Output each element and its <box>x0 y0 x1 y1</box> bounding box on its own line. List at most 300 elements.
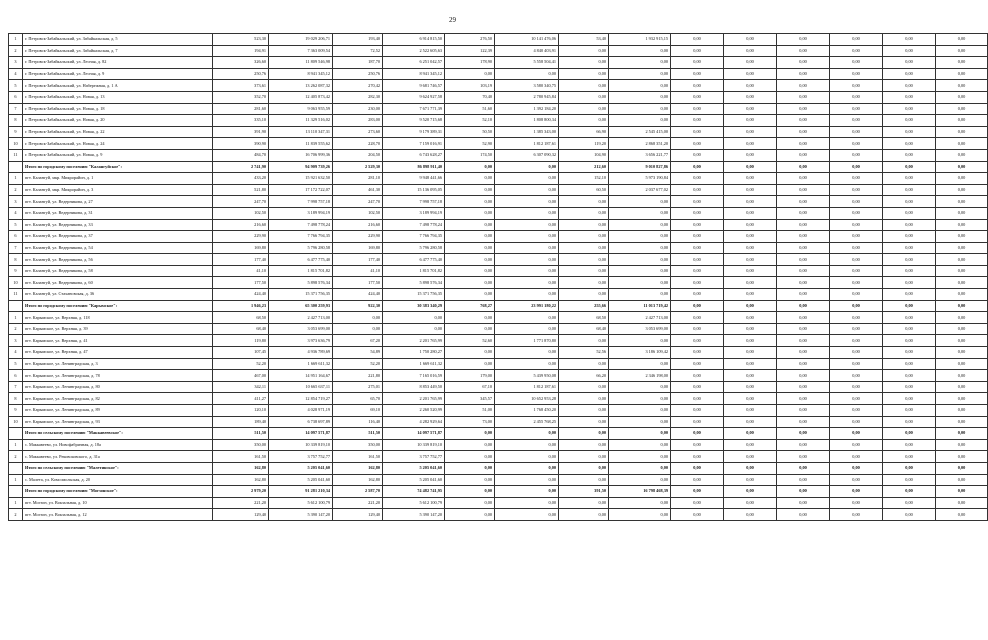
zero-cell: 0,00 <box>724 486 777 498</box>
value-cell: 11 013 719,42 <box>609 300 671 312</box>
zero-cell: 0,00 <box>936 219 988 231</box>
value-cell: 0,00 <box>559 80 609 92</box>
row-index: 6 <box>9 231 23 243</box>
zero-cell: 0,00 <box>777 439 830 451</box>
table-row <box>9 34 988 46</box>
value-cell: 0,00 <box>559 254 609 266</box>
value-cell: 228,70 <box>333 138 383 150</box>
row-index: 9 <box>9 265 23 277</box>
zero-cell: 0,00 <box>671 68 724 80</box>
zero-cell: 0,00 <box>724 115 777 127</box>
value-cell: 8 853 449,50 <box>383 381 445 393</box>
value-cell: 16 798 468,39 <box>609 486 671 498</box>
value-cell: 0,00 <box>445 265 495 277</box>
value-cell: 511,50 <box>333 428 383 440</box>
value-cell: 0,00 <box>609 416 671 428</box>
zero-cell: 0,00 <box>883 149 936 161</box>
value-cell: 1 815 701,82 <box>269 265 333 277</box>
value-cell: 86 898 911,40 <box>383 161 445 173</box>
value-cell: 1 808 800,34 <box>495 115 559 127</box>
address-cell: пгт. Калангуй, ул. Ведерникова, д. 58 <box>23 265 213 277</box>
value-cell: 433,20 <box>213 173 269 185</box>
zero-cell: 0,00 <box>671 277 724 289</box>
zero-cell: 0,00 <box>830 34 883 46</box>
address-cell: пгт. Карымское, ул. Верхняя, д. 41 <box>23 335 213 347</box>
row-index: 3 <box>9 196 23 208</box>
value-cell: 68,50 <box>213 312 269 324</box>
value-cell: 275,01 <box>333 381 383 393</box>
value-cell: 0,00 <box>495 68 559 80</box>
value-cell: 0,00 <box>609 231 671 243</box>
zero-cell: 0,00 <box>830 416 883 428</box>
value-cell: 67,10 <box>445 381 495 393</box>
value-cell: 0,00 <box>559 242 609 254</box>
value-cell: 102,50 <box>333 207 383 219</box>
table-row <box>9 265 988 277</box>
zero-cell: 0,00 <box>936 474 988 486</box>
value-cell: 0,00 <box>609 45 671 57</box>
value-cell: 2 780 945,84 <box>495 91 559 103</box>
zero-cell: 0,00 <box>777 57 830 69</box>
zero-cell: 0,00 <box>883 242 936 254</box>
row-index <box>9 300 23 312</box>
value-cell: 0,00 <box>495 439 559 451</box>
zero-cell: 0,00 <box>830 370 883 382</box>
value-cell: 0,00 <box>609 451 671 463</box>
zero-cell: 0,00 <box>777 34 830 46</box>
row-index: 2 <box>9 323 23 335</box>
value-cell: 0,00 <box>333 323 383 335</box>
value-cell: 2 587,70 <box>333 486 383 498</box>
value-cell: 511,50 <box>213 428 269 440</box>
value-cell: 0,00 <box>495 184 559 196</box>
zero-cell: 0,00 <box>830 103 883 115</box>
zero-cell: 0,00 <box>883 231 936 243</box>
value-cell: 68,40 <box>559 323 609 335</box>
value-cell: 14 097 571,87 <box>383 428 445 440</box>
zero-cell: 0,00 <box>936 335 988 347</box>
value-cell: 0,00 <box>609 196 671 208</box>
value-cell: 0,00 <box>609 462 671 474</box>
value-cell: 4 840 403,91 <box>495 45 559 57</box>
value-cell: 189,40 <box>213 416 269 428</box>
value-cell: 162,80 <box>213 462 269 474</box>
address-cell: г. Петровск-Забайкальский, ул. Новая, д. 22 <box>23 126 213 138</box>
value-cell: 177,50 <box>333 277 383 289</box>
value-cell: 0,00 <box>495 173 559 185</box>
value-cell: 411,27 <box>213 393 269 405</box>
value-cell: 15 371 756,35 <box>383 289 445 301</box>
value-cell: 116,40 <box>333 416 383 428</box>
zero-cell: 0,00 <box>883 138 936 150</box>
value-cell: 2 201 765,99 <box>383 335 445 347</box>
address-cell: пгт. Карымское, ул. Ленинградская, д. 89 <box>23 405 213 417</box>
value-cell: 30 383 340,29 <box>383 300 445 312</box>
address-cell: пгт. Карымское, ул. Верхняя, д. 47 <box>23 347 213 359</box>
row-index: 9 <box>9 405 23 417</box>
value-cell: 2 522 605,63 <box>383 45 445 57</box>
value-cell: 6 477 775,40 <box>383 254 445 266</box>
zero-cell: 0,00 <box>724 393 777 405</box>
zero-cell: 0,00 <box>936 462 988 474</box>
zero-cell: 0,00 <box>936 126 988 138</box>
value-cell: 216,60 <box>333 219 383 231</box>
zero-cell: 0,00 <box>777 184 830 196</box>
zero-cell: 0,00 <box>724 347 777 359</box>
zero-cell: 0,00 <box>936 289 988 301</box>
value-cell: 5 205 041,60 <box>383 474 445 486</box>
value-cell: 103,19 <box>445 80 495 92</box>
table-row <box>9 173 988 185</box>
address-cell: с. Малета, ул. Комсомольская, д. 20 <box>23 474 213 486</box>
value-cell: 53,40 <box>559 34 609 46</box>
zero-cell: 0,00 <box>830 126 883 138</box>
value-cell: 0,00 <box>609 242 671 254</box>
value-cell: 230,00 <box>333 103 383 115</box>
zero-cell: 0,00 <box>883 312 936 324</box>
value-cell: 0,00 <box>445 347 495 359</box>
value-cell: 4 936 789,69 <box>269 347 333 359</box>
value-cell: 0,00 <box>609 474 671 486</box>
zero-cell: 0,00 <box>777 254 830 266</box>
zero-cell: 0,00 <box>936 242 988 254</box>
zero-cell: 0,00 <box>777 80 830 92</box>
value-cell: 9 010 827,86 <box>609 161 671 173</box>
row-index <box>9 428 23 440</box>
value-cell: 0,00 <box>495 254 559 266</box>
zero-cell: 0,00 <box>777 277 830 289</box>
value-cell: 276,50 <box>445 34 495 46</box>
zero-cell: 0,00 <box>777 242 830 254</box>
value-cell: 0,00 <box>445 242 495 254</box>
value-cell: 119,20 <box>559 138 609 150</box>
table-row <box>9 289 988 301</box>
row-index: 2 <box>9 451 23 463</box>
row-index: 4 <box>9 207 23 219</box>
value-cell: 9 063 955,59 <box>269 103 333 115</box>
zero-cell: 0,00 <box>777 173 830 185</box>
address-cell: пгт. Могзон, ул. Вокзальная, д. 12 <box>23 509 213 521</box>
value-cell: 0,00 <box>495 474 559 486</box>
zero-cell: 0,00 <box>936 370 988 382</box>
value-cell: 5 205 041,60 <box>269 474 333 486</box>
subtotal-label: Итого по сельскому поселению "Маккавеевское": <box>23 428 213 440</box>
address-cell: пгт. Калангуй, ул. Ведерникова, д. 56 <box>23 254 213 266</box>
zero-cell: 0,00 <box>883 91 936 103</box>
value-cell: 0,00 <box>495 358 559 370</box>
value-cell: 0,00 <box>609 381 671 393</box>
table-row <box>9 474 988 486</box>
zero-cell: 0,00 <box>671 393 724 405</box>
zero-cell: 0,00 <box>883 207 936 219</box>
value-cell: 2 427 713,00 <box>269 312 333 324</box>
row-index: 2 <box>9 509 23 521</box>
value-cell: 247,70 <box>213 196 269 208</box>
zero-cell: 0,00 <box>724 219 777 231</box>
value-cell: 9 520 715,68 <box>383 115 445 127</box>
address-cell: г. Петровск-Забайкальский, ул. Лесная, д. 9 <box>23 68 213 80</box>
value-cell: 7 159 016,91 <box>383 138 445 150</box>
value-cell: 7 671 771,39 <box>383 103 445 115</box>
zero-cell: 0,00 <box>724 126 777 138</box>
zero-cell: 0,00 <box>936 231 988 243</box>
row-index: 5 <box>9 219 23 231</box>
zero-cell: 0,00 <box>671 439 724 451</box>
row-index: 1 <box>9 474 23 486</box>
value-cell: 120,10 <box>213 405 269 417</box>
value-cell: 212,60 <box>559 161 609 173</box>
zero-cell: 0,00 <box>936 300 988 312</box>
table-row <box>9 277 988 289</box>
value-cell: 0,00 <box>559 115 609 127</box>
table-row <box>9 416 988 428</box>
zero-cell: 0,00 <box>830 439 883 451</box>
zero-cell: 0,00 <box>671 242 724 254</box>
table-row <box>9 370 988 382</box>
value-cell: 23 991 180,22 <box>495 300 559 312</box>
zero-cell: 0,00 <box>883 462 936 474</box>
zero-cell: 0,00 <box>883 254 936 266</box>
value-cell: 0,00 <box>445 184 495 196</box>
value-cell: 0,00 <box>495 207 559 219</box>
value-cell: 221,20 <box>213 497 269 509</box>
row-index: 6 <box>9 370 23 382</box>
address-cell: пгт. Калангуй, мкр. Микрорайон, д. 1 <box>23 173 213 185</box>
zero-cell: 0,00 <box>830 323 883 335</box>
value-cell: 0,00 <box>495 509 559 521</box>
value-cell: 424,40 <box>333 289 383 301</box>
value-cell: 6 914 815,50 <box>383 34 445 46</box>
value-cell: 373,61 <box>213 80 269 92</box>
zero-cell: 0,00 <box>883 393 936 405</box>
value-cell: 161,50 <box>333 451 383 463</box>
value-cell: 281,10 <box>333 173 383 185</box>
value-cell: 0,00 <box>609 277 671 289</box>
row-index: 4 <box>9 68 23 80</box>
zero-cell: 0,00 <box>777 45 830 57</box>
value-cell: 461,30 <box>333 184 383 196</box>
value-cell: 11 809 546,98 <box>269 57 333 69</box>
table-row <box>9 231 988 243</box>
value-cell: 60,50 <box>559 184 609 196</box>
value-cell: 0,00 <box>559 219 609 231</box>
value-cell: 9 948 441,66 <box>383 173 445 185</box>
value-cell: 0,00 <box>559 91 609 103</box>
row-index: 3 <box>9 57 23 69</box>
zero-cell: 0,00 <box>883 370 936 382</box>
zero-cell: 0,00 <box>671 497 724 509</box>
value-cell: 0,00 <box>609 68 671 80</box>
value-cell: 0,00 <box>495 323 559 335</box>
value-cell: 11 329 516,02 <box>269 115 333 127</box>
value-cell: 15 921 632,50 <box>269 173 333 185</box>
zero-cell: 0,00 <box>671 219 724 231</box>
value-cell: 8 941 345,12 <box>269 68 333 80</box>
zero-cell: 0,00 <box>777 474 830 486</box>
zero-cell: 0,00 <box>883 68 936 80</box>
zero-cell: 0,00 <box>883 451 936 463</box>
address-cell: пгт. Карымское, ул. Верхняя, д. 39 <box>23 323 213 335</box>
value-cell: 1 392 184,20 <box>495 103 559 115</box>
table-row <box>9 196 988 208</box>
value-cell: 13 110 347,31 <box>269 126 333 138</box>
value-cell: 0,00 <box>495 196 559 208</box>
value-cell: 0,00 <box>495 451 559 463</box>
value-cell: 0,00 <box>445 462 495 474</box>
zero-cell: 0,00 <box>724 277 777 289</box>
value-cell: 15 371 756,35 <box>269 289 333 301</box>
value-cell: 7 498 778,24 <box>383 219 445 231</box>
value-cell: 6 251 042,57 <box>383 57 445 69</box>
value-cell: 390,90 <box>213 138 269 150</box>
row-index: 8 <box>9 393 23 405</box>
zero-cell: 0,00 <box>724 231 777 243</box>
zero-cell: 0,00 <box>883 358 936 370</box>
value-cell: 247,70 <box>333 196 383 208</box>
row-index: 8 <box>9 254 23 266</box>
table-row <box>9 80 988 92</box>
zero-cell: 0,00 <box>936 393 988 405</box>
value-cell: 179,00 <box>445 370 495 382</box>
value-cell: 122,39 <box>445 45 495 57</box>
value-cell: 0,00 <box>445 312 495 324</box>
value-cell: 65 300 259,93 <box>269 300 333 312</box>
zero-cell: 0,00 <box>777 207 830 219</box>
value-cell: 0,00 <box>609 265 671 277</box>
zero-cell: 0,00 <box>936 277 988 289</box>
row-index: 9 <box>9 126 23 138</box>
value-cell: 1 669 611,32 <box>269 358 333 370</box>
value-cell: 0,00 <box>559 103 609 115</box>
zero-cell: 0,00 <box>777 428 830 440</box>
value-cell: 424,40 <box>213 289 269 301</box>
zero-cell: 0,00 <box>777 126 830 138</box>
value-cell: 19 029 206,71 <box>269 34 333 46</box>
zero-cell: 0,00 <box>671 451 724 463</box>
zero-cell: 0,00 <box>830 358 883 370</box>
value-cell: 0,00 <box>445 474 495 486</box>
value-cell: 5 205 041,60 <box>269 462 333 474</box>
value-cell: 2 979,20 <box>213 486 269 498</box>
value-cell: 1 932 915,15 <box>609 34 671 46</box>
value-cell: 14 097 571,87 <box>269 428 333 440</box>
address-cell: пгт. Карымское, ул. Ленинградская, д. 82 <box>23 393 213 405</box>
zero-cell: 0,00 <box>724 428 777 440</box>
table-row <box>9 509 988 521</box>
zero-cell: 0,00 <box>936 254 988 266</box>
value-cell: 12 405 873,42 <box>269 91 333 103</box>
zero-cell: 0,00 <box>883 405 936 417</box>
zero-cell: 0,00 <box>936 265 988 277</box>
value-cell: 10 141 476,06 <box>495 34 559 46</box>
zero-cell: 0,00 <box>724 161 777 173</box>
address-cell: пгт. Карымское, ул. Ленинградская, д. 80 <box>23 381 213 393</box>
value-cell: 2 346 198,00 <box>609 370 671 382</box>
zero-cell: 0,00 <box>671 138 724 150</box>
value-cell: 0,00 <box>445 358 495 370</box>
value-cell: 0,00 <box>609 393 671 405</box>
value-cell: 0,00 <box>445 289 495 301</box>
zero-cell: 0,00 <box>883 381 936 393</box>
value-cell: 5 205 041,60 <box>383 462 445 474</box>
value-cell: 7 498 778,24 <box>269 219 333 231</box>
zero-cell: 0,00 <box>724 80 777 92</box>
table-row <box>9 91 988 103</box>
value-cell: 177,40 <box>333 254 383 266</box>
zero-cell: 0,00 <box>936 91 988 103</box>
value-cell: 0,00 <box>609 439 671 451</box>
value-cell: 0,00 <box>559 462 609 474</box>
value-cell: 193,40 <box>333 34 383 46</box>
value-cell: 169,80 <box>333 242 383 254</box>
table-row <box>9 138 988 150</box>
value-cell: 72,52 <box>333 45 383 57</box>
value-cell: 10 665 637,11 <box>269 381 333 393</box>
zero-cell: 0,00 <box>671 149 724 161</box>
row-index: 6 <box>9 91 23 103</box>
address-cell: пгт. Карымское, ул. Ленинградская, д. 3 <box>23 358 213 370</box>
subtotal-label: Итого по городскому поселению "Могзонское": <box>23 486 213 498</box>
zero-cell: 0,00 <box>936 358 988 370</box>
value-cell: 0,00 <box>609 57 671 69</box>
value-cell: 350,00 <box>333 439 383 451</box>
zero-cell: 0,00 <box>883 335 936 347</box>
value-cell: 0,00 <box>559 265 609 277</box>
value-cell: 4 028 971,19 <box>269 405 333 417</box>
value-cell: 174,50 <box>445 149 495 161</box>
row-index: 2 <box>9 45 23 57</box>
value-cell: 1 669 611,32 <box>383 358 445 370</box>
value-cell: 74 482 741,95 <box>383 486 445 498</box>
zero-cell: 0,00 <box>777 462 830 474</box>
value-cell: 178,90 <box>445 57 495 69</box>
value-cell: 102,50 <box>213 207 269 219</box>
zero-cell: 0,00 <box>830 486 883 498</box>
zero-cell: 0,00 <box>830 289 883 301</box>
value-cell: 0,00 <box>445 439 495 451</box>
zero-cell: 0,00 <box>777 300 830 312</box>
row-index: 11 <box>9 289 23 301</box>
address-cell: г. Петровск-Забайкальский, ул. Новая, д. 9 <box>23 149 213 161</box>
zero-cell: 0,00 <box>724 45 777 57</box>
zero-cell: 0,00 <box>777 370 830 382</box>
value-cell: 41,10 <box>213 265 269 277</box>
value-cell: 66,90 <box>559 126 609 138</box>
value-cell: 2 455 768,25 <box>495 416 559 428</box>
value-cell: 0,00 <box>383 323 445 335</box>
row-index: 10 <box>9 277 23 289</box>
zero-cell: 0,00 <box>724 68 777 80</box>
address-cell: пгт. Карымское, ул. Верхняя, д. 118 <box>23 312 213 324</box>
table-row <box>9 184 988 196</box>
zero-cell: 0,00 <box>777 509 830 521</box>
zero-cell: 0,00 <box>724 416 777 428</box>
value-cell: 0,00 <box>609 80 671 92</box>
value-cell: 0,00 <box>495 347 559 359</box>
zero-cell: 0,00 <box>724 254 777 266</box>
value-cell: 467,00 <box>213 370 269 382</box>
value-cell: 229,90 <box>213 231 269 243</box>
zero-cell: 0,00 <box>883 184 936 196</box>
value-cell: 0,00 <box>609 405 671 417</box>
zero-cell: 0,00 <box>830 405 883 417</box>
value-cell: 1 385 343,00 <box>495 126 559 138</box>
zero-cell: 0,00 <box>883 196 936 208</box>
zero-cell: 0,00 <box>671 347 724 359</box>
zero-cell: 0,00 <box>724 289 777 301</box>
value-cell: 6 738 697,89 <box>269 416 333 428</box>
zero-cell: 0,00 <box>777 265 830 277</box>
